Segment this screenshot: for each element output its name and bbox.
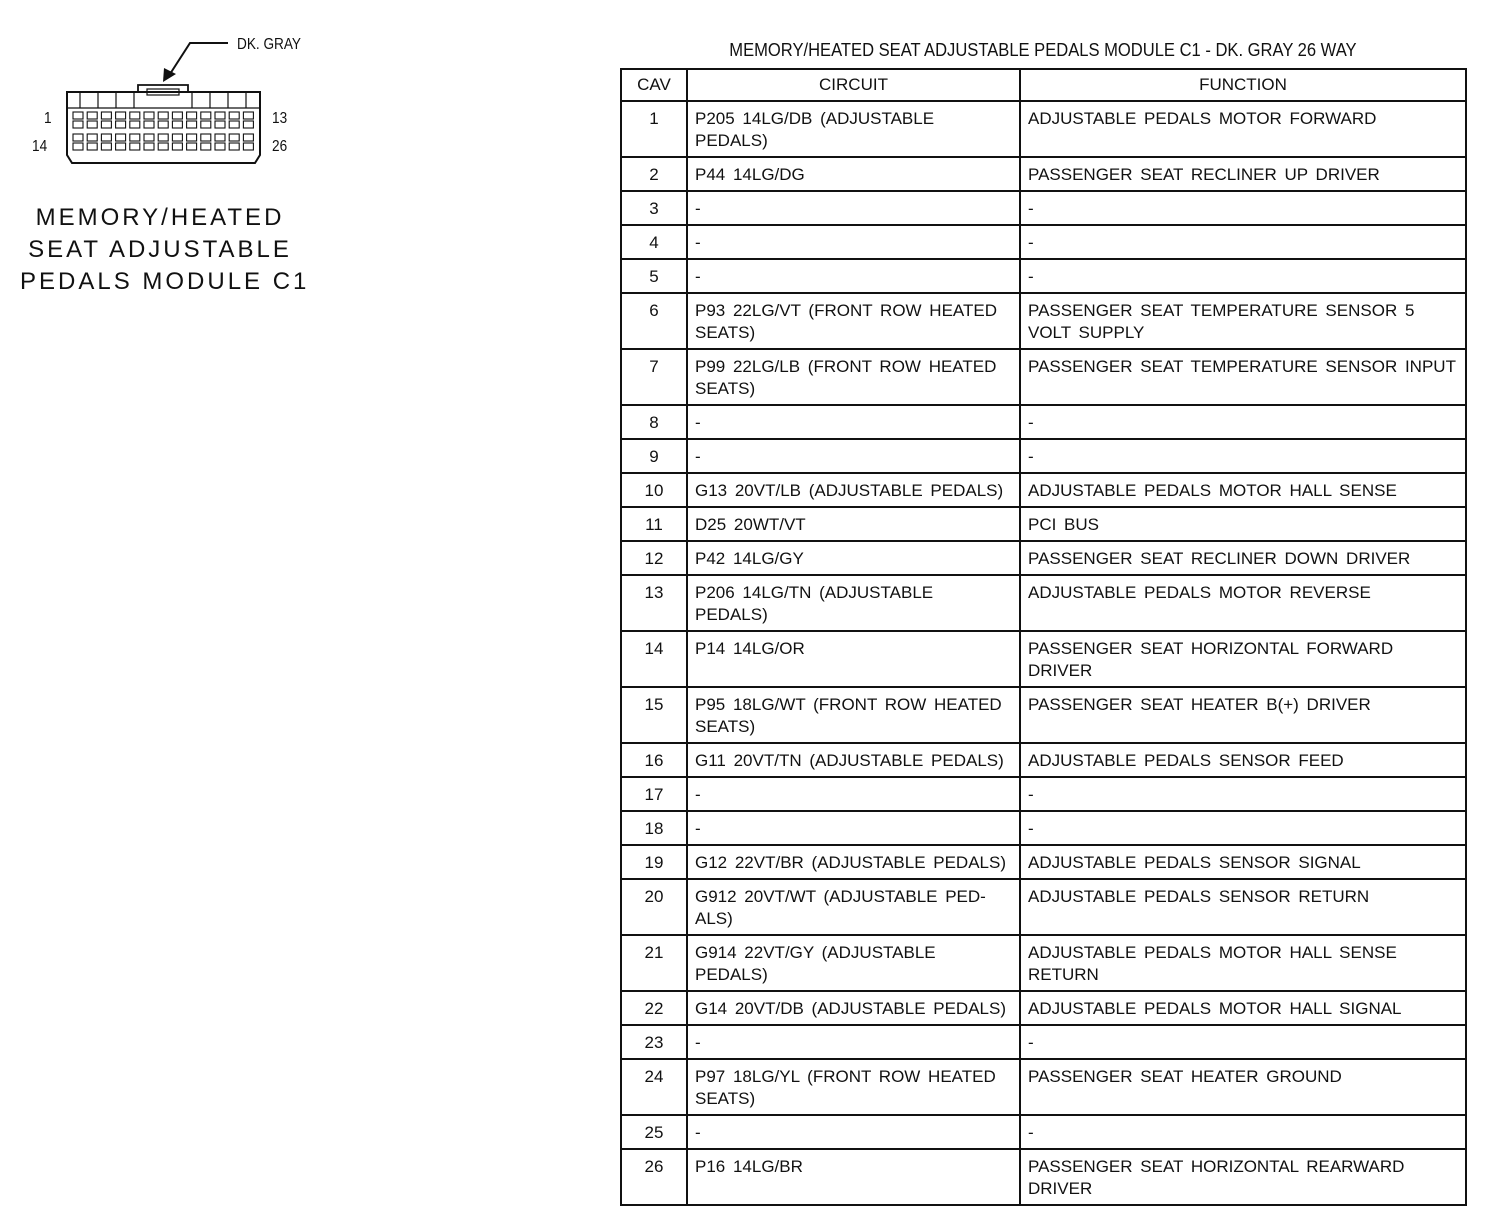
- cav-cell: 1: [621, 101, 687, 157]
- circuit-cell: P99 22LG/LB (FRONT ROW HEATED SEATS): [687, 349, 1020, 405]
- table-row: [621, 811, 1466, 845]
- table-row: [621, 777, 1466, 811]
- table-row: [621, 575, 1466, 631]
- circuit-cell: P95 18LG/WT (FRONT ROW HEATED SEATS): [687, 687, 1020, 743]
- circuit-cell: -: [687, 405, 1020, 439]
- circuit-cell: P14 14LG/OR: [687, 631, 1020, 687]
- connector-cavity-bottom-26: [243, 134, 253, 141]
- connector-cavity-bottom-18: [130, 134, 140, 141]
- connector-title-line-3: PEDALS MODULE C1: [20, 268, 310, 295]
- circuit-cell: -: [687, 191, 1020, 225]
- function-cell: PASSENGER SEAT RECLINER DOWN DRIVER: [1020, 541, 1466, 575]
- function-cell: PASSENGER SEAT HEATER B(+) DRIVER: [1020, 687, 1466, 743]
- circuit-cell: P206 14LG/TN (ADJUSTABLE PEDALS): [687, 575, 1020, 631]
- cav-cell: 24: [621, 1059, 687, 1115]
- circuit-cell: -: [687, 1025, 1020, 1059]
- cav-cell: 14: [621, 631, 687, 687]
- header-circuit: CIRCUIT: [687, 69, 1020, 101]
- cav-cell: 22: [621, 991, 687, 1025]
- table-row: [621, 225, 1466, 259]
- function-cell: -: [1020, 811, 1466, 845]
- table-row: [621, 991, 1466, 1025]
- cav-cell: 11: [621, 507, 687, 541]
- table-row: [621, 157, 1466, 191]
- connector-cavity-bottom-19: [144, 134, 154, 141]
- connector-cavity-bottom-23: [201, 134, 211, 141]
- circuit-cell: G11 20VT/TN (ADJUSTABLE PEDALS): [687, 743, 1020, 777]
- function-cell: -: [1020, 259, 1466, 293]
- circuit-cell: G14 20VT/DB (ADJUSTABLE PEDALS): [687, 991, 1020, 1025]
- connector-cavity-top-6: [144, 112, 154, 119]
- connector-title: [20, 202, 310, 298]
- circuit-cell: -: [687, 439, 1020, 473]
- function-cell: PASSENGER SEAT TEMPERATURE SENSOR 5 VOLT SUPPLY: [1020, 293, 1466, 349]
- connector-cavity-bottom-25: [229, 134, 239, 141]
- color-callout-label: DK. GRAY: [237, 36, 301, 53]
- function-cell: ADJUSTABLE PEDALS SENSOR SIGNAL: [1020, 845, 1466, 879]
- table-row: [621, 259, 1466, 293]
- circuit-cell: -: [687, 777, 1020, 811]
- table-row: [621, 1025, 1466, 1059]
- table-row: [621, 541, 1466, 575]
- cav-cell: 17: [621, 777, 687, 811]
- connector-cavity-bottom-24: [215, 134, 225, 141]
- function-cell: PASSENGER SEAT RECLINER UP DRIVER: [1020, 157, 1466, 191]
- function-cell: ADJUSTABLE PEDALS MOTOR HALL SENSE RETURN: [1020, 935, 1466, 991]
- table-row: [621, 293, 1466, 349]
- circuit-cell: G914 22VT/GY (ADJUSTABLE PEDALS): [687, 935, 1020, 991]
- circuit-cell: -: [687, 259, 1020, 293]
- circuit-cell: P16 14LG/BR: [687, 1149, 1020, 1205]
- connector-title-line-1: MEMORY/HEATED: [35, 204, 285, 231]
- connector-cavity-bottom-21: [172, 134, 182, 141]
- pinout-table-body: [621, 101, 1466, 1205]
- function-cell: -: [1020, 1115, 1466, 1149]
- pin-label-13: 13: [272, 110, 288, 127]
- table-row: [621, 191, 1466, 225]
- function-cell: -: [1020, 191, 1466, 225]
- connector-cavity-bottom-22: [187, 134, 197, 141]
- function-cell: ADJUSTABLE PEDALS MOTOR REVERSE: [1020, 575, 1466, 631]
- connector-cavity-top-7: [158, 112, 168, 119]
- function-cell: -: [1020, 439, 1466, 473]
- cav-cell: 8: [621, 405, 687, 439]
- connector-cavity-top-5: [130, 112, 140, 119]
- circuit-cell: -: [687, 225, 1020, 259]
- connector-cavity-top-8: [172, 112, 182, 119]
- connector-cavity-top-9: [187, 112, 197, 119]
- header-cav: CAV: [621, 69, 687, 101]
- circuit-cell: P44 14LG/DG: [687, 157, 1020, 191]
- connector-cavity-bottom-20: [158, 134, 168, 141]
- callout-leader-line: [170, 43, 228, 74]
- table-row: [621, 631, 1466, 687]
- connector-cavity-top-1: [73, 112, 83, 119]
- circuit-cell: P97 18LG/YL (FRONT ROW HEATED SEATS): [687, 1059, 1020, 1115]
- circuit-cell: -: [687, 811, 1020, 845]
- pinout-table-title: MEMORY/HEATED SEAT ADJUSTABLE PEDALS MODULE C1 - DK. GRAY 26 WAY: [728, 40, 1357, 60]
- circuit-cell: D25 20WT/VT: [687, 507, 1020, 541]
- table-row: [621, 743, 1466, 777]
- connector-cavity-bottom-16: [101, 134, 111, 141]
- table-row: [621, 879, 1466, 935]
- connector-cavity-top-13: [243, 112, 253, 119]
- circuit-cell: P93 22LG/VT (FRONT ROW HEATED SEATS): [687, 293, 1020, 349]
- connector-cavity-top-10: [201, 112, 211, 119]
- cavity-row-top: [73, 112, 253, 128]
- function-cell: -: [1020, 405, 1466, 439]
- function-cell: PASSENGER SEAT TEMPERATURE SENSOR INPUT: [1020, 349, 1466, 405]
- table-row: [621, 439, 1466, 473]
- function-cell: PASSENGER SEAT HORIZONTAL REARWARD DRIVER: [1020, 1149, 1466, 1205]
- cav-cell: 5: [621, 259, 687, 293]
- cav-cell: 13: [621, 575, 687, 631]
- function-cell: -: [1020, 777, 1466, 811]
- connector-cavity-top-12: [229, 112, 239, 119]
- table-row: [621, 845, 1466, 879]
- cav-cell: 3: [621, 191, 687, 225]
- function-cell: ADJUSTABLE PEDALS MOTOR HALL SIGNAL: [1020, 991, 1466, 1025]
- function-cell: ADJUSTABLE PEDALS MOTOR HALL SENSE: [1020, 473, 1466, 507]
- pinout-table: [620, 68, 1467, 1206]
- table-row: [621, 1059, 1466, 1115]
- connector-cavity-bottom-15: [87, 134, 97, 141]
- function-cell: -: [1020, 1025, 1466, 1059]
- table-row: [621, 1115, 1466, 1149]
- circuit-cell: G13 20VT/LB (ADJUSTABLE PEDALS): [687, 473, 1020, 507]
- cav-cell: 18: [621, 811, 687, 845]
- circuit-cell: G912 20VT/WT (ADJUSTABLE PED-ALS): [687, 879, 1020, 935]
- circuit-cell: G12 22VT/BR (ADJUSTABLE PEDALS): [687, 845, 1020, 879]
- cavity-row-bottom: [73, 134, 253, 150]
- cav-cell: 21: [621, 935, 687, 991]
- connector-cavity-top-3: [101, 112, 111, 119]
- cav-cell: 9: [621, 439, 687, 473]
- table-row: [621, 507, 1466, 541]
- cav-cell: 4: [621, 225, 687, 259]
- cav-cell: 7: [621, 349, 687, 405]
- connector-cavity-top-2: [87, 112, 97, 119]
- table-row: [621, 405, 1466, 439]
- connector-cavity-bottom-14: [73, 134, 83, 141]
- function-cell: ADJUSTABLE PEDALS SENSOR FEED: [1020, 743, 1466, 777]
- table-row: [621, 687, 1466, 743]
- function-cell: -: [1020, 225, 1466, 259]
- cav-cell: 25: [621, 1115, 687, 1149]
- function-cell: ADJUSTABLE PEDALS SENSOR RETURN: [1020, 879, 1466, 935]
- table-row: [621, 935, 1466, 991]
- function-cell: PCI BUS: [1020, 507, 1466, 541]
- connector-cavity-bottom-17: [116, 134, 126, 141]
- cav-cell: 6: [621, 293, 687, 349]
- circuit-cell: P205 14LG/DB (ADJUSTABLE PEDALS): [687, 101, 1020, 157]
- connector-cavity-top-11: [215, 112, 225, 119]
- pin-label-1: 1: [44, 110, 52, 127]
- cav-cell: 2: [621, 157, 687, 191]
- callout-arrowhead: [163, 68, 176, 82]
- cav-cell: 10: [621, 473, 687, 507]
- pin-label-14: 14: [32, 138, 48, 155]
- cav-cell: 20: [621, 879, 687, 935]
- connector-title-line-2: SEAT ADJUSTABLE: [28, 236, 292, 263]
- circuit-cell: -: [687, 1115, 1020, 1149]
- table-row: [621, 349, 1466, 405]
- cav-cell: 26: [621, 1149, 687, 1205]
- pin-label-26: 26: [272, 138, 288, 155]
- cav-cell: 12: [621, 541, 687, 575]
- cav-cell: 19: [621, 845, 687, 879]
- connector-cavity-top-4: [116, 112, 126, 119]
- table-header-row: [621, 69, 1466, 101]
- cav-cell: 16: [621, 743, 687, 777]
- table-row: [621, 473, 1466, 507]
- cav-cell: 15: [621, 687, 687, 743]
- table-row: [621, 1149, 1466, 1205]
- header-function: FUNCTION: [1020, 69, 1466, 101]
- connector-diagram: [20, 30, 320, 310]
- cav-cell: 23: [621, 1025, 687, 1059]
- function-cell: PASSENGER SEAT HORIZONTAL FORWARD DRIVER: [1020, 631, 1466, 687]
- circuit-cell: P42 14LG/GY: [687, 541, 1020, 575]
- function-cell: PASSENGER SEAT HEATER GROUND: [1020, 1059, 1466, 1115]
- function-cell: ADJUSTABLE PEDALS MOTOR FORWARD: [1020, 101, 1466, 157]
- table-row: [621, 101, 1466, 157]
